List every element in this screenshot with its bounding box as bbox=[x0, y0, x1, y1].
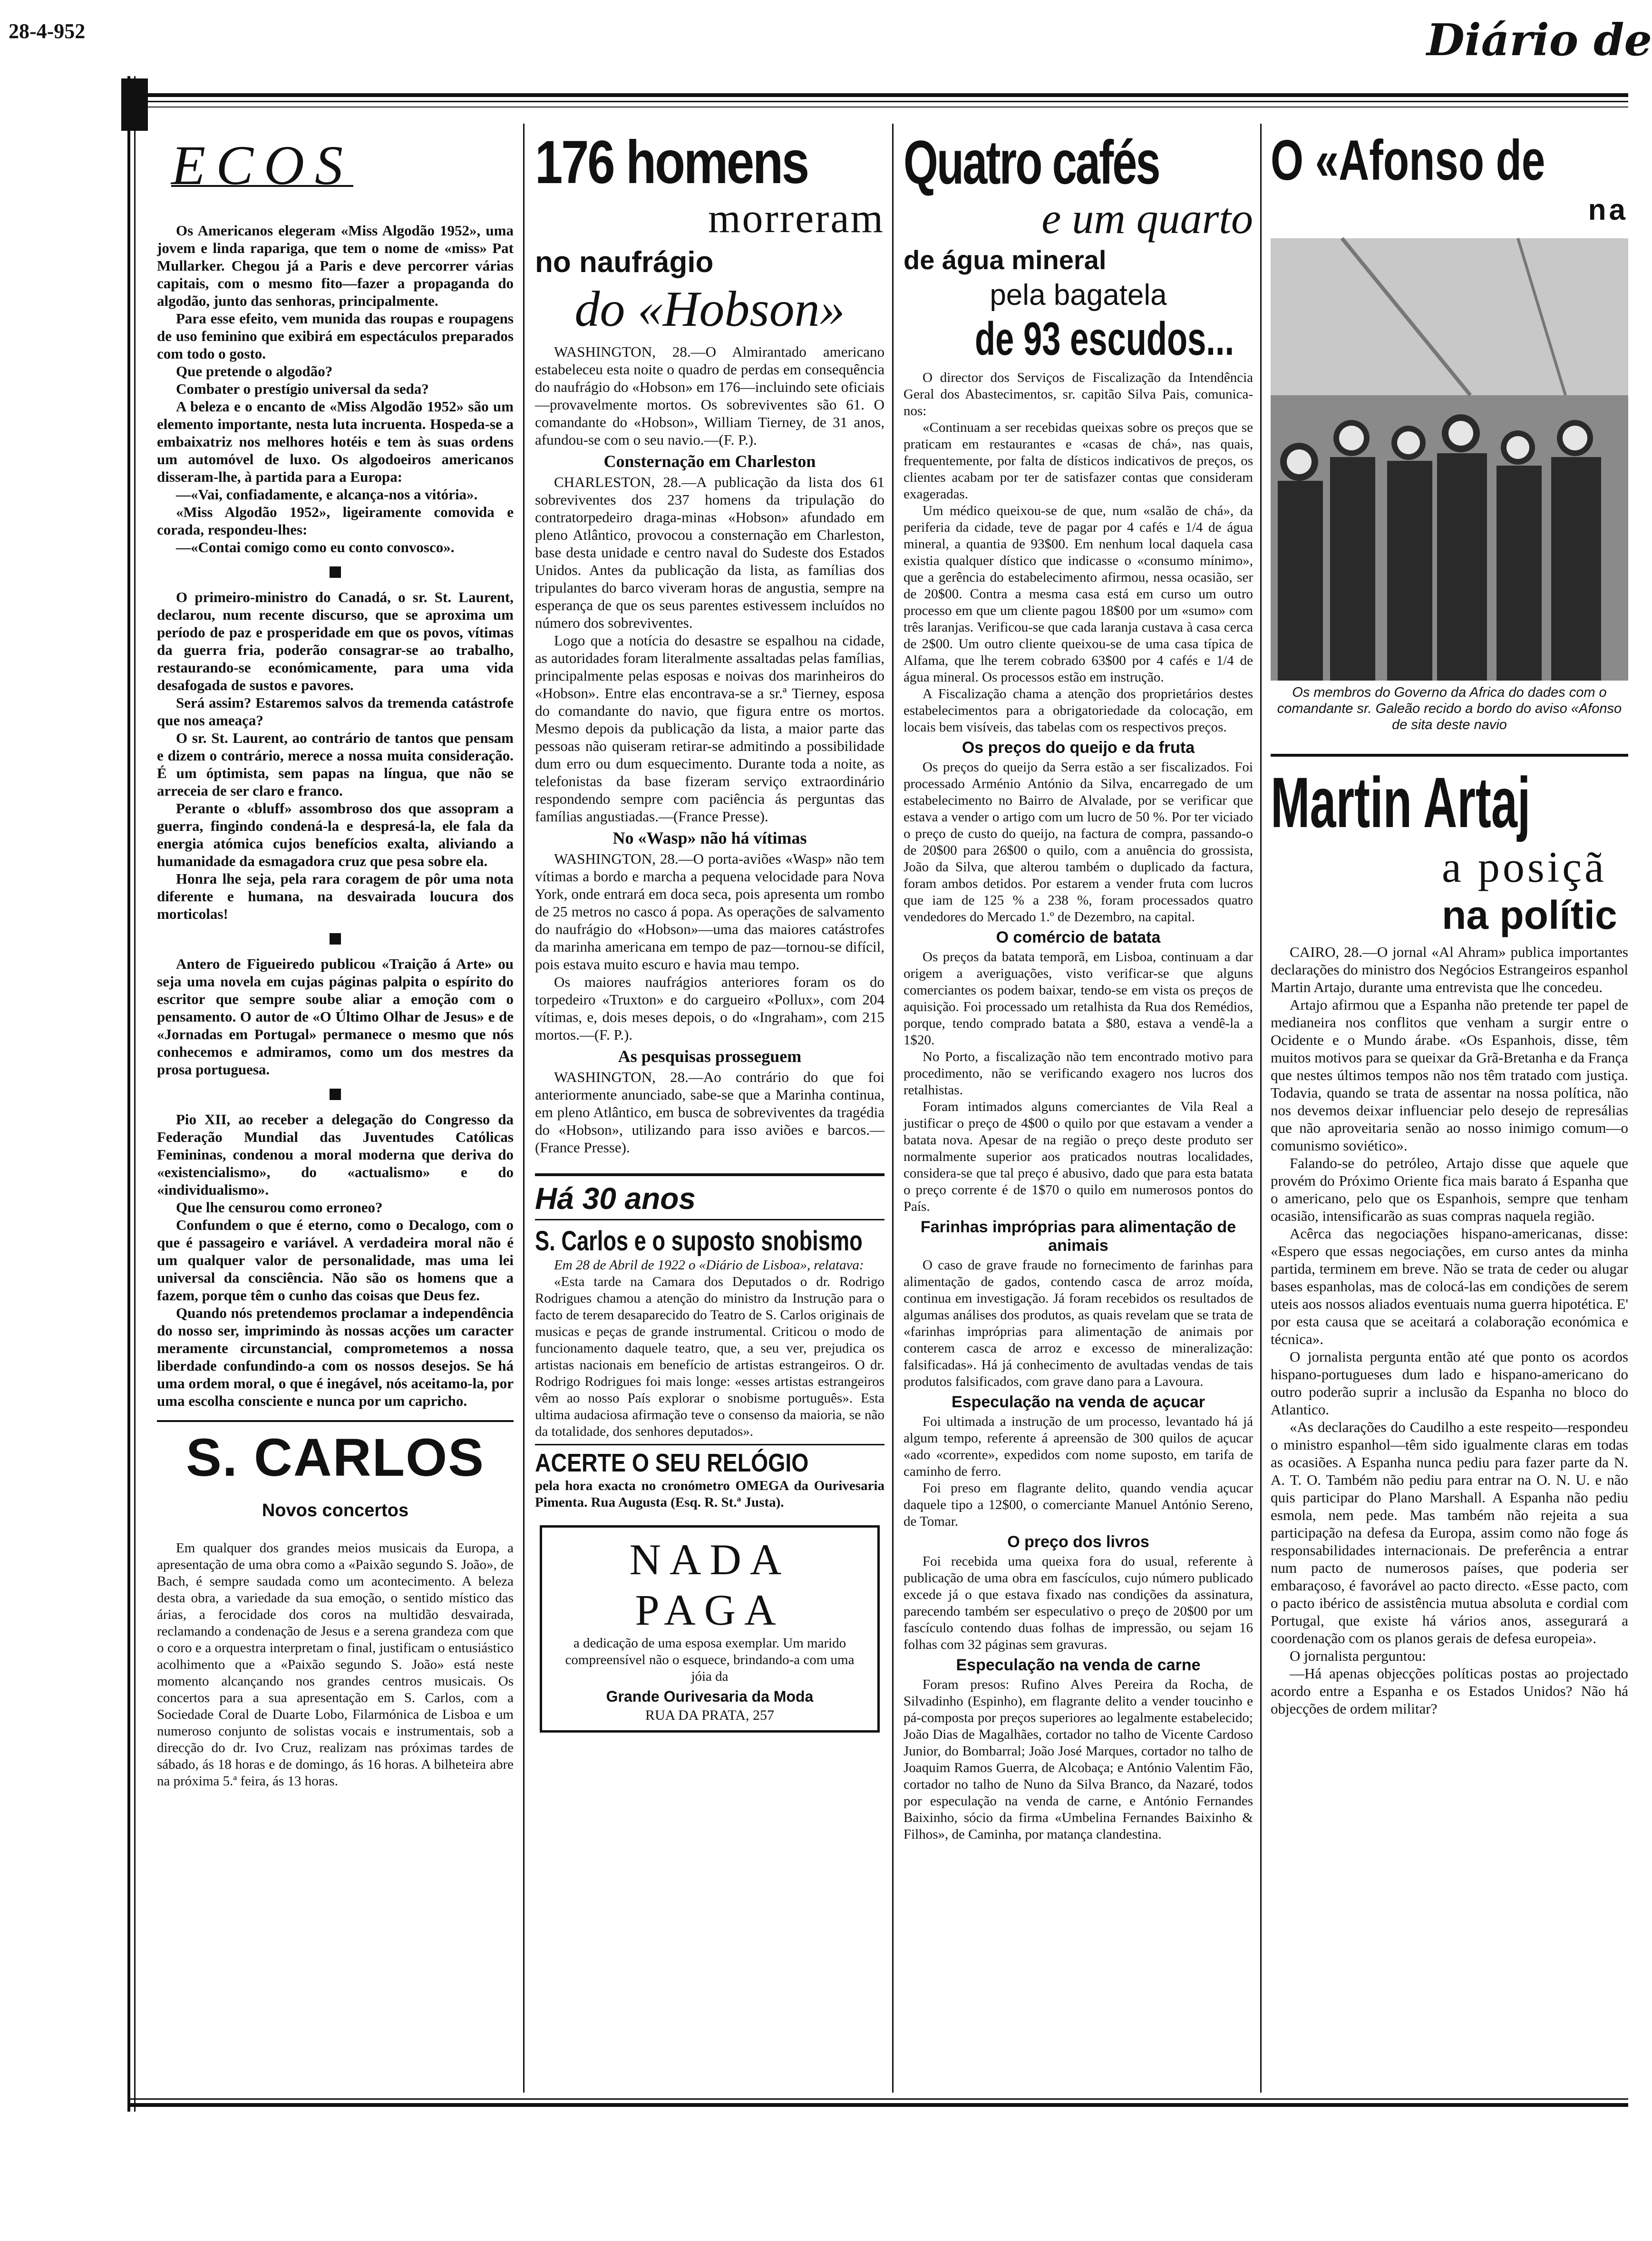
ad-jewelry-box bbox=[540, 1525, 880, 1733]
photo-figures bbox=[1271, 238, 1628, 681]
hobson-paragraph: WASHINGTON, 28.—O porta-aviões «Wasp» não tem vítimas a bordo e marcha a pequena velocidade para Nova York, onde entrará em doca seca, pois apresenta um rombo de 25 metros no casco á popa. As operações de salvamento do naufrágio do «Hobson»—uma das maiores catástrofes da marinha americana em tempo de paz—tornou-se difícil, pois estava muito escuro e havia mau tempo. bbox=[535, 850, 884, 973]
artajo-paragraph: —Há apenas objecções políticas postas ao projectado acordo entre a Espanha e os Estados Unidos? Não há objecções de ordem militar? bbox=[1271, 1665, 1628, 1717]
column-separator bbox=[892, 124, 894, 2093]
page-date: 28-4-952 bbox=[9, 19, 86, 43]
cafes-paragraph: O caso de grave fraude no fornecimento de farinhas para alimentação de gados, contendo casca de arroz moída, continua em investigação. Já foram recebidos os resultados de algumas análises dos produtos, as quais revelam que se trata de «farinhas impróprias para alimentação de animais por conterem casca de arroz e excesso de mineralização: falsificadas». Há já conhecimento de avultadas vendas de tais produtos falsificados, com grave dano para a Lavoura. bbox=[904, 1257, 1253, 1389]
cafes-paragraph: Um médico queixou-se de que, num «salão de chá», da periferia da cidade, teve de pagar por 4 cafés e 1/4 de água mineral, a quantia de 93$00. Em nenhum local daquela casa existia qualquer dístico que indicasse o «consumo mínimo», que a gerência do estabelecimento afirmou, nessa ocasião, ser de 20$00. Contra a mesma casa está em curso um outro processo em que um cliente pagou 18$00 por um «sumo» com três laranjas. Verificou-se que cada laranja custava à casa cerca de 2$00. Um outro cliente queixou-se de uma casa típica de Alfama, que lhe terem cobrado 63$00 por 4 cafés e 1/4 de água mineral. Os processos estão em instrução. bbox=[904, 503, 1253, 685]
ecos-paragraph: Os Americanos elegeram «Miss Algodão 1952», uma jovem e linda rapariga, que tem o nome de «miss» Pat Mullarker. Chegou já a Paris e deve percorrer várias capitais, com o mesmo fito—fazer a propaganda do algodão, junto das senhoras, principalmente. bbox=[157, 222, 514, 309]
hobson-headline-3: no naufrágio bbox=[535, 246, 714, 279]
photo-caption: Os membros do Governo da Africa do dades com o comandante sr. Galeão recido a bordo do aviso «Afonso de sita deste navio bbox=[1277, 685, 1622, 732]
ecos-paragraph: —«Contai comigo como eu conto convosco». bbox=[176, 539, 455, 555]
artajo-paragraph: O jornalista pergunta então até que ponto os acordos hispano-portugueses dum lado e hispano-americano do outro poderão suprir a inclusão da Espanha no bloco do Atlantico. bbox=[1271, 1348, 1628, 1418]
cafes-headline-4: pela bagatela bbox=[990, 279, 1167, 312]
cafes-subheading: Farinhas impróprias para alimentação de animais bbox=[920, 1218, 1236, 1255]
hobson-subheading: As pesquisas prosseguem bbox=[618, 1047, 802, 1066]
hobson-paragraph: Logo que a notícia do desastre se espalhou na cidade, as autoridades foram literalmente assaltadas pelas famílias, principalmente pelas esposas e noivas dos marinheiros do «Hobson». Entre elas encontrava-se a sr.ª Tierney, esposa do comandante do navio, que figura entre os mortos. Mesmo depois da publicação da lista, a maior parte das pessoas não quiseram retirar-se admitindo a possibilidade dum erro ou dum esquecimento. Durante toda a noite, as telefonistas da base fizeram serviço extraordinário respondendo sempre com paciência ás perguntas das famílias angustiadas.—(France Presse). bbox=[535, 632, 884, 825]
artajo-paragraph: «As declarações do Caudilho a este respeito—respondeu o ministro espanhol—têm sido igualmente claras em todas as ocasiões. A Espanha nunca pediu para fazer parte da N. A. T. O. Também não pediu para entrar na O. N. U. e não quis participar do Plano Marshall. A Espanha não pediu esmola, nem pede. Mas também não rejeita a sua participação na defesa da Europa, assim como não foge ás responsabilidades internacionais. De preferência a entrar num pacto de numerosos países, que poderia ser embaraçoso, é favorável ao pacto directo. «Esse pacto, com o pacto ibérico de assistência mutua absoluta e cordial com Portugal, que existe há vários anos, assegurará a coordenação com os planos gerais de defesa europeia». bbox=[1271, 1419, 1628, 1647]
hobson-paragraph: WASHINGTON, 28.—Ao contrário do que foi anteriormente anunciado, sabe-se que a Marinha continua, em pleno Atlântico, em busca de sobreviventes da tragédia do «Hobson», utilizando para isso aviões e barcos.—(France Presse). bbox=[535, 1069, 884, 1156]
artajo-headline-3: na polític bbox=[1442, 893, 1617, 937]
ecos-paragraph: Que pretende o algodão? bbox=[176, 363, 333, 380]
ecos-paragraph: Quando nós pretendemos proclamar a independência do nosso ser, imprimindo às nossas acções um caracter meramente circunstancial, comprometemos a nossa liberdade confundindo-a com os nossos desejos. Se há uma ordem moral, o que é inegável, nós aceitamo-la, por uma escolha consciente e nunca por um capricho. bbox=[157, 1305, 514, 1409]
section-bullet bbox=[330, 933, 341, 945]
hobson-paragraph: Os maiores naufrágios anteriores foram os do torpedeiro «Truxton» e do cargueiro «Pollux», com 204 vítimas, e, dois meses depois, o do «Ingraham», com 215 mortos.—(F. P.). bbox=[535, 974, 884, 1043]
ecos-paragraph: Que lhe censurou como erroneo? bbox=[176, 1199, 383, 1216]
artajo-paragraph: Artajo afirmou que a Espanha não pretende ter papel de medianeira nos conflitos que venham a surgir entre o Ocidente e o Mundo árabe. «Os Espanhois, disse, têm muitos motivos para se queixar da Grã-Bretanha e da França que nestes últimos tempos não nos têm tratado com justiça. Todavia, quando se trata de assentar na nossa política, não nos devemos deixar influenciar pelo desejo de represálias que não aproveitaria senão ao nosso inimigo comum—o comunismo soviético». bbox=[1271, 996, 1628, 1154]
ecos-paragraph: O primeiro-ministro do Canadá, o sr. St. Laurent, declarou, num recente discurso, que se aproxima um período de paz e prosperidade em que os povos, vítimas da guerra fria, poderão consagrar-se ao trabalho, restaurando-se económicamente, para uma vida desafogada de sustos e pavores. bbox=[157, 589, 514, 693]
cafes-subheading: Os preços do queijo e da fruta bbox=[962, 739, 1195, 757]
cafes-subheading: Especulação na venda de açucar bbox=[952, 1393, 1205, 1411]
hobson-headline: 176 homens bbox=[535, 128, 808, 196]
cafes-paragraph: Os preços da batata temporã, em Lisboa, continuam a dar origem a averiguações, visto verificar-se que alguns comerciantes os podem baixar, tendo-se em vista os preços de aquisição. Foi processado um retalhista da Rua dos Remédios, porque, tendo comprado batata a $80, estava a vendê-la a 1$20. bbox=[904, 949, 1253, 1048]
bottom-rule bbox=[127, 2098, 1628, 2100]
cafes-paragraph: Foi recebida uma queixa fora do usual, referente à publicação de uma obra em fascículos, cujo número publicado excede já o que estava fixado nas condições da assinatura, parecendo também ser especulativo o preço de 20$00 por um fascículo contendo duas folhas de impressão, ou sejam 16 folhas com 32 páginas sem gravuras. bbox=[904, 1554, 1253, 1652]
ecos-paragraph: «Miss Algodão 1952», ligeiramente comovida e corada, respondeu-lhes: bbox=[157, 504, 514, 538]
ad-watch-title: ACERTE O SEU RELÓGIO bbox=[535, 1449, 809, 1477]
hobson-headline-4: do «Hobson» bbox=[574, 281, 845, 337]
cafes-subheading: O preço dos livros bbox=[1007, 1533, 1149, 1551]
top-rule bbox=[127, 93, 1628, 97]
ecos-paragraph: Perante o «bluff» assombroso dos que assopram a guerra, fingindo condená-la e despresá-la, ele fala da energia atómica cujos benefícios exalta, aliviando a humanidade da esmagadora cruz que pesa sobre ela. bbox=[157, 800, 514, 869]
cafes-subheading: O comércio de batata bbox=[996, 928, 1161, 946]
margin-bar-2 bbox=[134, 76, 136, 2112]
cafes-paragraph: O director dos Serviços de Fiscalização da Intendência Geral dos Abastecimentos, sr. capitão Silva Pais, comunica-nos: bbox=[904, 370, 1253, 419]
cafes-column bbox=[904, 124, 1253, 2097]
ecos-paragraph: O sr. St. Laurent, ao contrário de tantos que pensam e dizem o contrário, merece a nossa muita consideração. É um óptimista, sem papas na língua, que não se arreceia de ser claro e franco. bbox=[157, 730, 514, 799]
cafes-paragraph: No Porto, a fiscalização não tem encontrado motivo para procedimento, não se verificando exagero nos lucros dos retalhistas. bbox=[904, 1049, 1253, 1098]
ecos-paragraph: Para esse efeito, vem munida das roupas e roupagens de uso feminino que exibirá em espectáculos preparados com todo o gosto. bbox=[157, 310, 514, 362]
ad-jewelry-address: RUA DA PRATA, 257 bbox=[645, 1707, 774, 1723]
column-separator bbox=[1260, 124, 1262, 2093]
ecos-paragraph: Honra lhe seja, pela rara coragem de pôr uma nota diferente e humana, na desvairada loucura dos morticolas! bbox=[157, 870, 514, 922]
cafes-headline: Quatro cafés bbox=[904, 127, 1159, 197]
ad-jewelry-text: a dedicação de uma esposa exemplar. Um marido compreensível não o esquece, brindando-a com uma jóia da bbox=[565, 1636, 855, 1684]
afonso-headline: O «Afonso de bbox=[1271, 128, 1545, 192]
artajo-paragraph: O jornalista perguntou: bbox=[1290, 1647, 1426, 1664]
cafes-headline-3: de água mineral bbox=[904, 245, 1107, 275]
scarlos-subheading: Novos concertos bbox=[262, 1500, 409, 1520]
hobson-subheading: Consternação em Charleston bbox=[603, 452, 816, 471]
ecos-paragraph: Pio XII, ao receber a delegação do Congresso da Federação Mundial das Juventudes Católicas Femininas, condenou a moral moderna que deriva do «existencialismo», do «actualismo» e do «individualismo». bbox=[157, 1111, 514, 1198]
ecos-paragraph: A beleza e o encanto de «Miss Algodão 1952» são um elemento importante, nesta luta incruenta. Hospeda-se a embaixatriz nos melhores hotéis e tem às suas ordens um automóvel de luxo. Os algodoeiros americanos disseram-lhe, à partida para a Europa: bbox=[157, 398, 514, 485]
right-column bbox=[1271, 124, 1628, 2097]
hobson-paragraph: CHARLESTON, 28.—A publicação da lista dos 61 sobreviventes dos 237 homens da tripulação do contratorpedeiro draga-minas «Hobson» afundado em pleno Atlântico, provocou a consternação em Charleston, base desta unidade e centro naval do Sudeste dos Estados Unidos. Antes da publicação da lista, as famílias dos tripulantes do barco viveram horas de angustia, sempre na esperança de que os seus parentes estivessem incluídos no número dos sobreviventes. bbox=[535, 474, 884, 631]
artajo-paragraph: CAIRO, 28.—O jornal «Al Ahram» publica importantes declarações do ministro dos Negócios Estrangeiros espanhol Martin Artajo, durante uma entrevista que lhe concedeu. bbox=[1271, 944, 1628, 995]
ecos-column bbox=[157, 124, 514, 2097]
artajo-paragraph: Acêrca das negociações hispano-americanas, disse: «Espero que essas negociações, em curso antes da minha partida, terminem em breve. Não se trata de ceder ou alugar bases espanholas, mas de colocá-las em condições de serem uteis aos nossos aliados eventuais numa guerra hipotética. E' por esta causa que se aceitará a colaboração económica e técnica». bbox=[1271, 1225, 1628, 1347]
cafes-subheading: Especulação na venda de carne bbox=[956, 1656, 1201, 1674]
cafes-headline-2: e um quarto bbox=[1041, 194, 1253, 243]
ecos-paragraph: Confundem o que é eterno, como o Decalogo, com o que é passageiro e variável. A verdadeira moral não é um qualquer valor de personalidade, mas uma lei universal da consciência. Não são os homens que a fazem, porque têm o cunho das coisas que Deus fez. bbox=[157, 1217, 514, 1304]
cafes-paragraph: Foi ultimada a instrução de um processo, levantado há já algum tempo, referente á apreensão de 300 quilos de açucar «ado «corrente», expedidos com nome suposto, em tarifa de caminho de ferro. bbox=[904, 1414, 1253, 1479]
top-rule-thin bbox=[127, 101, 1628, 102]
ha30-title: S. Carlos e o suposto snobismo bbox=[535, 1226, 863, 1257]
margin-bar bbox=[127, 76, 130, 2112]
cafes-paragraph: Foram presos: Rufino Alves Pereira da Rocha, de Silvadinho (Espinho), em flagrante delito a vender toucinho e pá-composta por preços superiores ao legalmente estabelecido; João Dias de Magalhães, cortador no talho de Vicente Cardoso Junior, do Bombarral; João José Marques, cortador no talho de Joaquim Ramos Guerra, de Alcobaça; e António Valentim Fão, cortador no talho de Nuno da Silva Branco, da Nazaré, todos por especulação na venda de carne, e António Fernandes Baixinho, sócio da firma «Umbelina Fernandes Baixinho & Filhos», de Caminha, por matança clandestina. bbox=[904, 1677, 1253, 1842]
ecos-paragraph: —«Vai, confiadamente, e alcança-nos a vitória». bbox=[176, 486, 478, 503]
ecos-heading: ECOS bbox=[171, 134, 353, 196]
cafes-headline-5: de 93 escudos... bbox=[975, 312, 1234, 365]
ha30-heading: Há 30 anos bbox=[535, 1181, 696, 1216]
ecos-paragraph: Antero de Figueiredo publicou «Traição á Arte» ou seja uma novela em cujas páginas palpita o espírito do escritor que sempre soube aliar a emoção com o pensamento. O autor de «O Último Olhar de Jesus» e de «Jornadas em Portugal» permanece o mesmo que nós conhecemos e admiramos, como um dos mestres da prosa portuguesa. bbox=[157, 955, 514, 1078]
ha30-intro: Em 28 de Abril de 1922 o «Diário de Lisboa», relatava: bbox=[554, 1257, 864, 1273]
ad-jewelry-shop: Grande Ourivesaria da Moda bbox=[606, 1688, 814, 1705]
bottom-rule-thick bbox=[127, 2103, 1628, 2107]
section-bullet bbox=[330, 566, 341, 578]
ad-watch-text: pela hora exacta no cronómetro OMEGA da Ourivesaria Pimenta. Rua Augusta (Esq. R. St.ª Justa). bbox=[535, 1478, 884, 1510]
hobson-subheading: No «Wasp» não há vítimas bbox=[612, 828, 807, 848]
ha30-body: «Esta tarde na Camara dos Deputados o dr. Rodrigo Rodrigues chamou a atenção do ministro da Instrução para o facto de terem desaparecido do Teatro de S. Carlos originais de musicas e peças de grande instrumental. Criticou o modo de funcionamento daquele teatro, que, a seu ver, prejudica os artistas nacionais em benefício de artistas estrangeiros. O dr. Rodrigo Rodrigues foi mais longe: «esses artistas estrangeiros vêm ao nosso País explorar o snobisme português». Esta ultima audaciosa afirmação teve o consenso da maioria, se não da totalidade, dos senhores deputados». bbox=[535, 1274, 884, 1439]
cafes-paragraph: Foram intimados alguns comerciantes de Vila Real a justificar o preço de 4$00 o quilo por que estavam a vender a batata nova. Apesar de na região o preço deste produto ser normalmente superior aos praticados noutras localidades, considera-se que tal preço é abusivo, dado que para esta batata o preço corrente é de 1$70 o quilo em numerosos pontos do País. bbox=[904, 1099, 1253, 1214]
section-bullet bbox=[330, 1089, 341, 1100]
ecos-paragraph: Combater o prestígio universal da seda? bbox=[176, 380, 429, 397]
artajo-headline-2: a posiçã bbox=[1442, 843, 1607, 891]
news-photo bbox=[1271, 238, 1628, 681]
masthead: Diário de bbox=[1427, 14, 1652, 66]
column-separator bbox=[523, 124, 525, 2093]
hobson-lead: WASHINGTON, 28.—O Almirantado americano estabeleceu esta noite o quadro de perdas em consequência do naufrágio do «Hobson» em 176—incluindo sete oficiais—provavelmente mortos. Os sobreviventes são 61. O comandante do «Hobson», William Tierney, de 31 anos, afundou-se com o seu navio.—(F. P.). bbox=[535, 343, 884, 448]
cafes-paragraph: Foi preso em flagrante delito, quando vendia açucar daquele tipo a 12$00, o comerciante Manuel António Sereno, de Tomar. bbox=[904, 1481, 1253, 1529]
ad-jewelry-title: NADA PAGA bbox=[629, 1535, 790, 1634]
hobson-column bbox=[535, 124, 884, 2097]
hobson-headline-2: morreram bbox=[708, 195, 884, 242]
afonso-headline-2: na bbox=[1588, 194, 1628, 226]
artajo-headline: Martin Artaj bbox=[1271, 762, 1531, 842]
scarlos-heading: S. CARLOS bbox=[186, 1428, 485, 1487]
cafes-paragraph: «Continuam a ser recebidas queixas sobre os preços que se praticam em restaurantes e «casas de chá», nas quais, frequentemente, por falta de dísticos indicativos de preços, os clientes acabam por ter de satisfazer contas que consideram exageradas. bbox=[904, 420, 1253, 502]
cafes-paragraph: A Fiscalização chama a atenção dos proprietários destes estabelecimentos para a obrigatoriedade da colocação, em locais bem visíveis, das tabelas com os respectivos preços. bbox=[904, 686, 1253, 735]
artajo-paragraph: Falando-se do petróleo, Artajo disse que aquele que provém do Próximo Oriente fica mais barato á Espanha que o americano, pelo que os Espanhois, sempre que tenham ocasião, intensificarão as suas compras naquela região. bbox=[1271, 1155, 1628, 1224]
ecos-paragraph: Será assim? Estaremos salvos da tremenda catástrofe que nos ameaça? bbox=[157, 694, 514, 729]
scarlos-paragraph: Em qualquer dos grandes meios musicais da Europa, a apresentação de uma obra como a «Paixão segundo S. João», de Bach, é sempre saudada como um acontecimento. A beleza desta obra, a variedade da sua emoção, o sentido místico das árias, a ferocidade dos coros na multidão desvairada, reclamando a condenação de Jesus e a serena grandeza com que o coro e a orquestra interpretam o final, justificam o entusiástico acolhimento que a «Paixão segundo S. João» está neste momento alcançando nos grandes centros musicais. Os concertos para a sua apresentação em S. Carlos, com a Sociedade Coral de Duarte Lobo, Filarmónica de Lisboa e um numeroso conjunto de solistas vocais e instrumentais, sob a direcção do dr. Ivo Cruz, realizam nas próximas tardes de sábado, ás 18 horas e de domingo, ás 16 horas. A bilheteira abre na próxima 5.ª feira, ás 13 horas. bbox=[157, 1540, 514, 1789]
cafes-paragraph: Os preços do queijo da Serra estão a ser fiscalizados. Foi processado Arménio António da Silva, encarregado de um estabelecimento no Bairro de Alvalade, por se verificar que estava a vender o artigo com um lucro de 50 %. Por ter viciado o preço de custo do queijo, na factura de compra, passando-o de 20$00 para 26$00 o quilo, com a anuência do grossista, João da Silva, que alterou também o duplicado da factura, foram ambos detidos. Por estarem a vender fruta com lucros que iam de 125 % a 238 %, foram processados quatro vendedores do Mercado 1.º de Dezembro, na capital. bbox=[904, 760, 1253, 925]
